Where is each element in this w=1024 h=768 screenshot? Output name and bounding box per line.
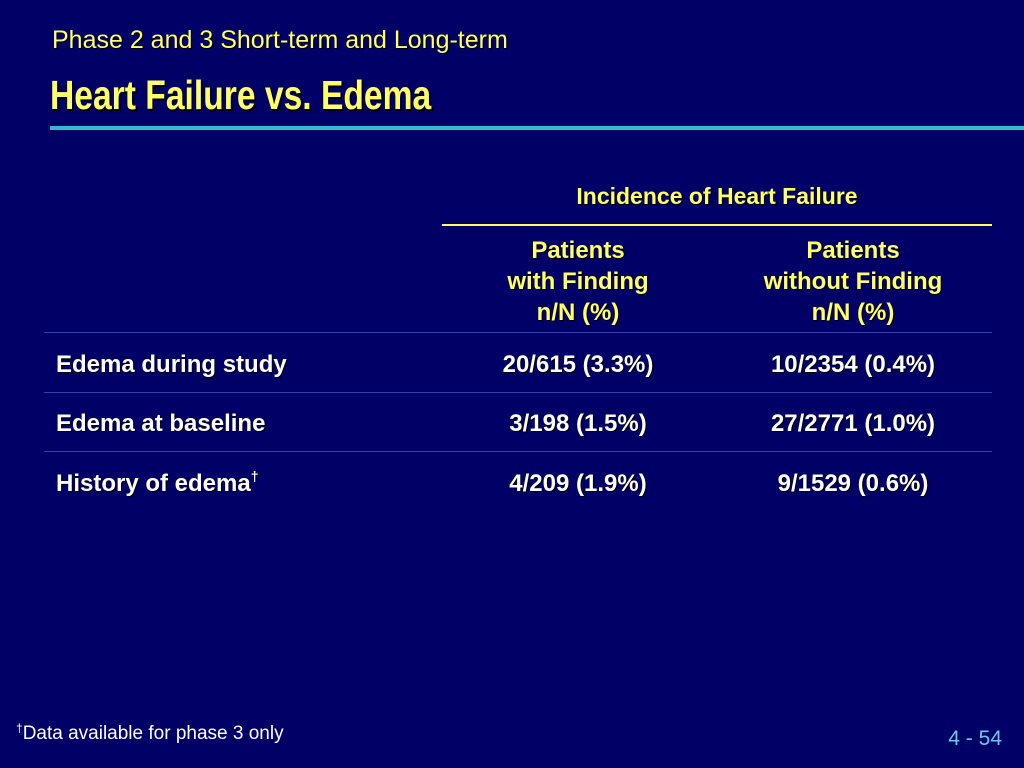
row-label [56, 351, 287, 379]
column-header-line: with Finding [507, 268, 649, 295]
column-header-line: without Finding [763, 268, 943, 295]
row-divider [44, 392, 992, 393]
row-label [56, 410, 265, 438]
cell-without-finding: 27/2771 (1.0%) [770, 410, 936, 437]
cell-without-finding: 10/2354 (0.4%) [770, 351, 936, 378]
row-label-text: Edema at baseline [56, 410, 266, 437]
column-header-line: n/N (%) [811, 299, 895, 326]
cell-without-finding: 9/1529 (0.6%) [777, 470, 929, 497]
row-label-text: Edema during study [56, 351, 287, 378]
row-label [56, 470, 259, 498]
row-label-mark: † [250, 468, 259, 484]
table-group-header: Incidence of Heart Failure [576, 183, 858, 209]
group-header-divider [442, 224, 992, 226]
cell-with-finding: 4/209 (1.9%) [509, 470, 647, 497]
page-number: 4 - 54 [948, 727, 1002, 750]
slide-subtitle: Phase 2 and 3 Short-term and Long-term [52, 26, 508, 54]
column-header-line: n/N (%) [536, 299, 620, 326]
cell-with-finding: 3/198 (1.5%) [509, 410, 647, 437]
column-header-with-finding [468, 235, 688, 328]
column-header-line: Patients [531, 237, 625, 264]
row-divider [44, 451, 992, 452]
slide-title: Heart Failure vs. Edema [50, 72, 432, 118]
row-label-text: History of edema [56, 470, 251, 497]
column-header-without-finding [728, 235, 978, 328]
footnote-text: Data available for phase 3 only [22, 723, 284, 744]
footnote [16, 723, 284, 745]
cell-with-finding: 20/615 (3.3%) [502, 351, 654, 378]
column-header-line: Patients [806, 237, 900, 264]
footnote-mark: † [16, 721, 23, 735]
header-divider [44, 332, 992, 333]
title-divider [50, 126, 1024, 130]
